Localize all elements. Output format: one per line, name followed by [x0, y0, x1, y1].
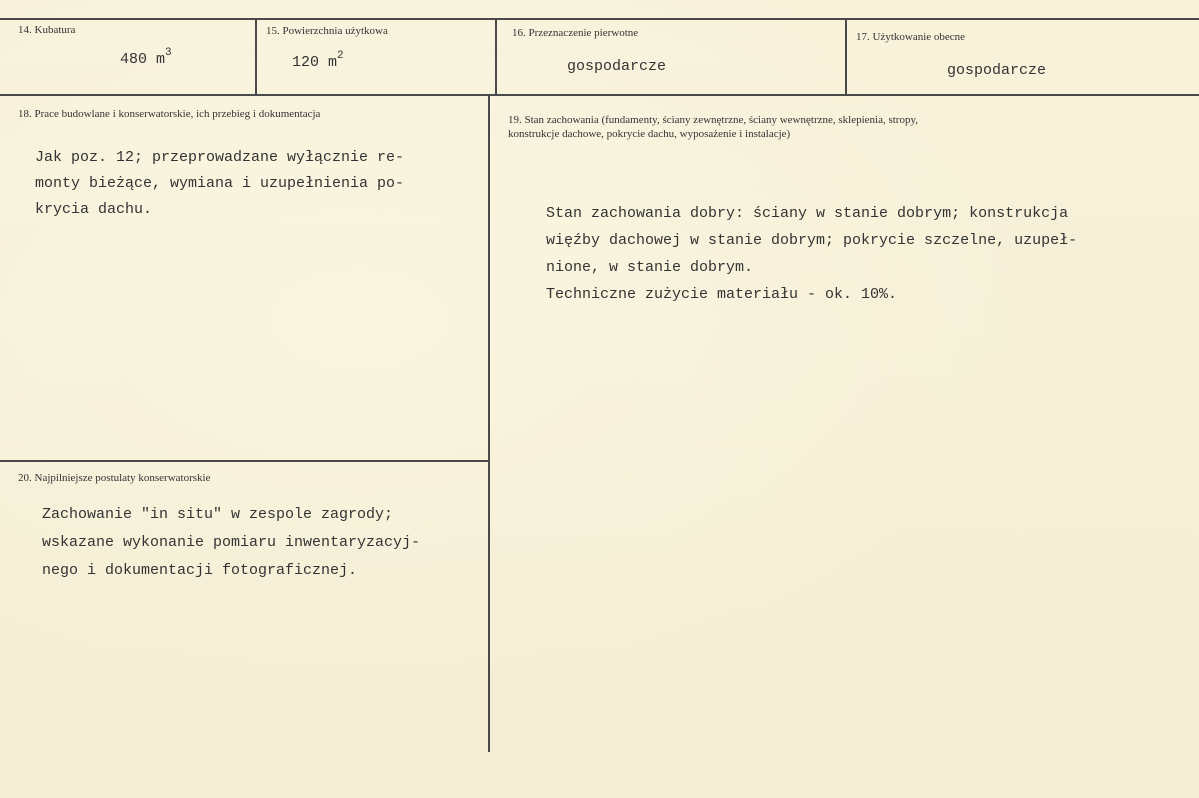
przeznaczenie-value: gospodarcze [567, 58, 667, 75]
prace-budowlane-line-2: monty bieżące, wymiana i uzupełnienia po- [35, 175, 405, 192]
uzytkowanie-label: 17. Użytkowanie obecne [856, 31, 966, 43]
postulaty-line-1: Zachowanie "in situ" w zespole zagrody; [42, 506, 394, 523]
top-border [0, 18, 1199, 20]
uzytkowanie-value: gospodarcze [947, 62, 1047, 79]
prace-budowlane-line-3: krycia dachu. [35, 201, 153, 218]
prace-budowlane-label: 18. Prace budowlane i konserwatorskie, ich przebieg i dokumentacja [18, 108, 321, 120]
powierzchnia-value: 120 $m^2$ [292, 50, 344, 71]
f18-f20-divider [0, 460, 490, 462]
left-right-divider [488, 94, 490, 752]
f15-f16-divider [495, 18, 497, 96]
stan-zachowania-label-line-1: 19. Stan zachowania (fundamenty, ściany zewnętrzne, ściany wewnętrzne, sklepienia, stropy, [508, 114, 919, 126]
stan-zachowania-line-4: Techniczne zużycie materiału - ok. 10%. [546, 286, 898, 303]
stan-zachowania-line-3: nione, w stanie dobrym. [546, 259, 754, 276]
postulaty-line-3: nego i dokumentacji fotograficznej. [42, 562, 358, 579]
kubatura-value: 480 $m^3$ [120, 47, 172, 68]
row1-bottom-rule [0, 94, 1199, 96]
powierzchnia-label: 15. Powierzchnia użytkowa [266, 25, 388, 37]
stan-zachowania-line-1: Stan zachowania dobry: ściany w stanie dobrym; konstrukcja [546, 205, 1069, 222]
f16-f17-divider [845, 18, 847, 96]
prace-budowlane-line-1: Jak poz. 12; przeprowadzane wyłącznie re- [35, 149, 405, 166]
postulaty-line-2: wskazane wykonanie pomiaru inwentaryzacyj- [42, 534, 421, 551]
stan-zachowania-label-line-2: konstrukcje dachowe, pokrycie dachu, wyposażenie i instalacje) [508, 128, 791, 140]
przeznaczenie-label: 16. Przeznaczenie pierwotne [512, 27, 639, 39]
f14-f15-divider [255, 18, 257, 96]
postulaty-label: 20. Najpilniejsze postulaty konserwatorskie [18, 472, 211, 484]
stan-zachowania-line-2: więźby dachowej w stanie dobrym; pokrycie szczelne, uzupeł- [546, 232, 1078, 249]
kubatura-label: 14. Kubatura [18, 24, 76, 36]
